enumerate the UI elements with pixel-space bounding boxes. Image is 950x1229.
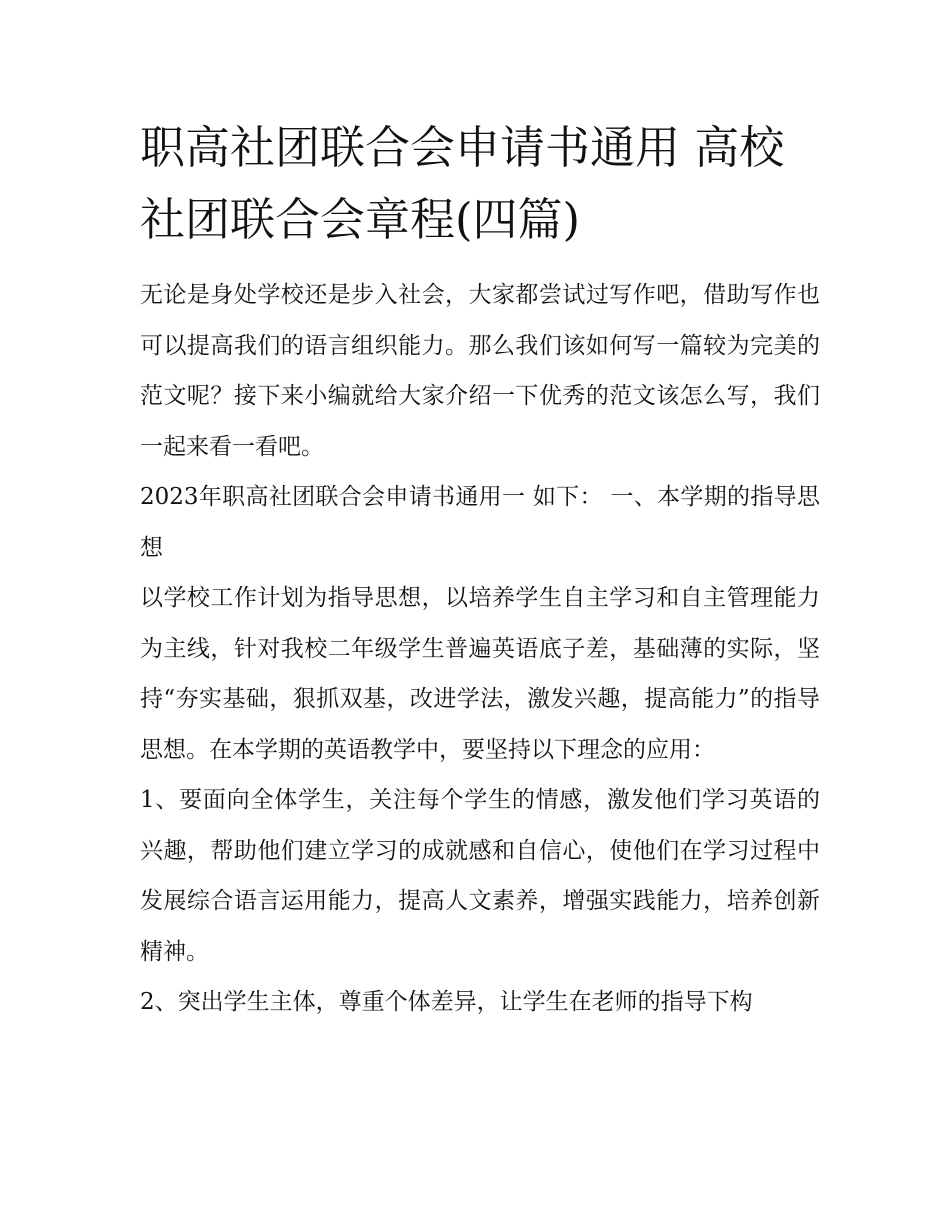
paragraph-item-1: 1、要面向全体学生，关注每个学生的情感，激发他们学习英语的兴趣，帮助他们建立学习的成就感和自信心，使他们在学习过程中发展综合语言运用能力，提高人文素养，增强实践能力，培养创新精神。 [140,787,820,965]
document-title: 职高社团联合会申请书通用 高校社团联合会章程(四篇) [140,121,785,246]
document-page [140,112,820,1028]
paragraph-section-heading: 2023年职高社团联合会申请书通用一 如下： 一、本学期的指导思想 [140,484,820,561]
paragraph-guiding-thought: 以学校工作计划为指导思想，以培养学生自主学习和自主管理能力为主线，针对我校二年级学生普遍英语底子差，基础薄的实际，坚持“夯实基础，狠抓双基，改进学法，激发兴趣，提高能力”的指导思想。在本学期的英语教学中，要坚持以下理念的应用： [140,585,820,763]
paragraph-intro: 无论是身处学校还是步入社会，大家都尝试过写作吧，借助写作也可以提高我们的语言组织能力。那么我们该如何写一篇较为完美的范文呢？接下来小编就给大家介绍一下优秀的范文该怎么写，我们一起来看一看吧。 [140,282,820,460]
paragraph-item-2: 2、突出学生主体，尊重个体差异，让学生在老师的指导下构 [140,989,753,1015]
